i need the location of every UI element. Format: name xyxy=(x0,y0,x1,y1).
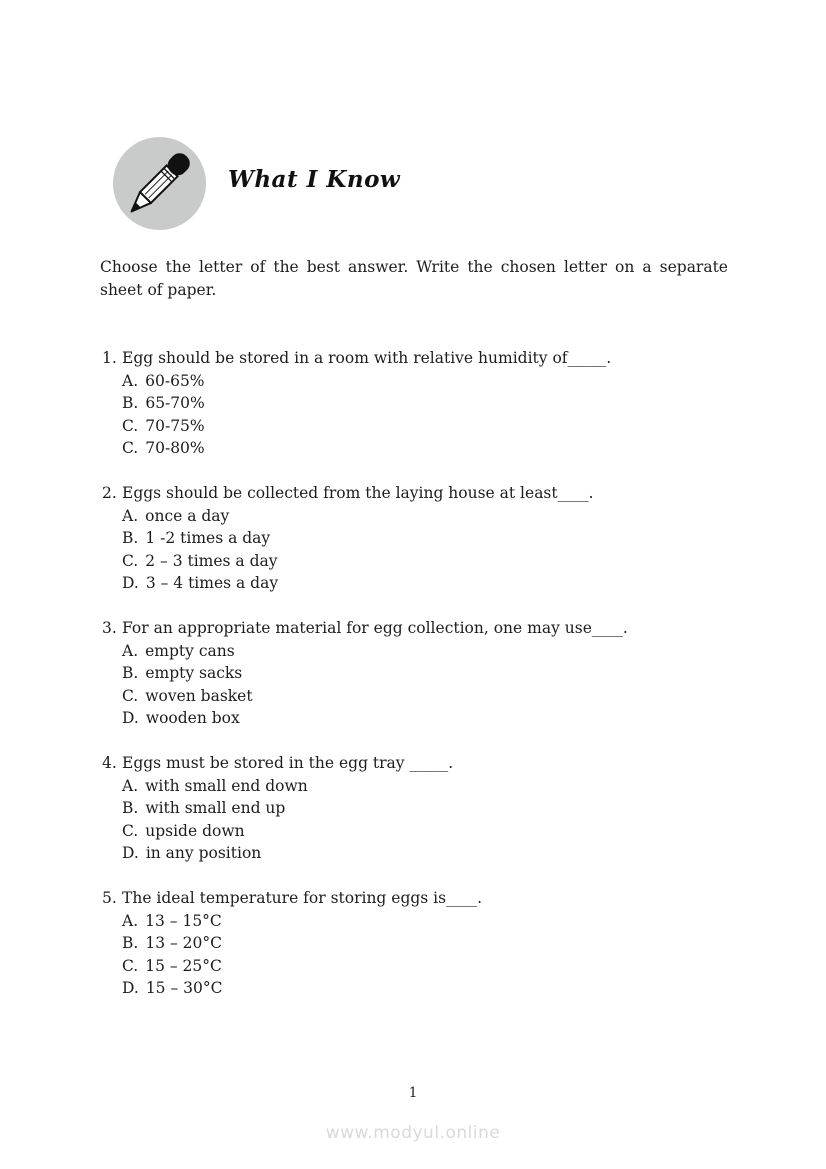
option-text: 15 – 25°C xyxy=(145,956,222,975)
page-number: 1 xyxy=(408,1085,418,1101)
question-option xyxy=(122,707,742,730)
question-text: Eggs must be stored in the egg tray _____. xyxy=(122,754,454,772)
instructions-text: Choose the letter of the best answer. Write the chosen letter on a separate sheet of paper. xyxy=(100,258,728,299)
option-text: empty cans xyxy=(145,641,235,660)
option-letter: C. xyxy=(122,551,139,570)
option-letter: C. xyxy=(122,686,139,705)
option-letter: C. xyxy=(122,956,139,975)
question-option xyxy=(122,550,742,573)
option-letter: B. xyxy=(122,529,139,547)
question-number: 1. xyxy=(102,349,117,367)
option-text: 70-80% xyxy=(145,439,205,457)
question-1 xyxy=(102,347,742,460)
option-text: upside down xyxy=(145,821,245,840)
question-option xyxy=(122,932,742,955)
option-text: 60-65% xyxy=(145,371,205,390)
page-title: What I Know xyxy=(228,166,401,193)
question-number: 2. xyxy=(102,484,117,502)
option-text: woven basket xyxy=(145,686,253,705)
question-option xyxy=(122,392,742,415)
question-option xyxy=(122,955,742,978)
option-text: 13 – 15°C xyxy=(145,911,222,930)
question-option xyxy=(122,775,742,798)
option-letter: D. xyxy=(122,979,139,997)
option-letter: D. xyxy=(122,574,139,592)
question-4 xyxy=(102,752,742,865)
option-text: 2 – 3 times a day xyxy=(145,551,278,570)
question-option xyxy=(122,437,742,460)
option-text: in any position xyxy=(145,844,262,862)
option-text: wooden box xyxy=(145,709,240,727)
question-option xyxy=(122,820,742,843)
option-letter: B. xyxy=(122,934,139,952)
option-text: 70-75% xyxy=(145,416,205,435)
option-letter: A. xyxy=(122,776,139,795)
option-text: 1 -2 times a day xyxy=(145,529,271,547)
option-text: with small end down xyxy=(145,776,308,795)
option-text: 15 – 30°C xyxy=(145,979,223,997)
option-letter: C. xyxy=(122,439,139,457)
watermark-url: www.modyul.online xyxy=(325,1123,501,1143)
pencil-icon xyxy=(112,136,207,231)
option-letter: B. xyxy=(122,664,139,682)
question-number: 4. xyxy=(102,754,117,772)
question-option xyxy=(122,370,742,393)
question-option xyxy=(122,505,742,528)
quiz-section xyxy=(102,347,742,1022)
question-option xyxy=(122,842,742,865)
option-letter: B. xyxy=(122,799,139,817)
question-option xyxy=(122,910,742,933)
question-option xyxy=(122,640,742,663)
option-text: with small end up xyxy=(145,799,286,817)
question-text: Eggs should be collected from the laying house at least____. xyxy=(122,484,594,502)
option-letter: A. xyxy=(122,911,139,930)
option-letter: A. xyxy=(122,506,139,525)
question-option xyxy=(122,662,742,685)
question-text: The ideal temperature for storing eggs is____. xyxy=(122,889,483,907)
option-letter: C. xyxy=(122,416,139,435)
option-text: 3 – 4 times a day xyxy=(145,574,279,592)
option-letter: A. xyxy=(122,371,139,390)
option-text: once a day xyxy=(145,506,230,525)
question-3 xyxy=(102,617,742,730)
option-letter: D. xyxy=(122,844,139,862)
question-text: Egg should be stored in a room with relative humidity of_____. xyxy=(122,349,612,367)
option-letter: C. xyxy=(122,821,139,840)
option-text: 13 – 20°C xyxy=(145,934,222,952)
question-option xyxy=(122,527,742,550)
option-letter: B. xyxy=(122,394,139,412)
question-text: For an appropriate material for egg collection, one may use____. xyxy=(122,619,628,637)
question-option xyxy=(122,685,742,708)
option-text: empty sacks xyxy=(145,664,243,682)
option-letter: D. xyxy=(122,709,139,727)
question-option xyxy=(122,415,742,438)
question-option xyxy=(122,572,742,595)
question-number: 3. xyxy=(102,619,117,637)
question-5 xyxy=(102,887,742,1000)
question-option xyxy=(122,797,742,820)
question-number: 5. xyxy=(102,889,117,907)
question-2 xyxy=(102,482,742,595)
option-letter: A. xyxy=(122,641,139,660)
option-text: 65-70% xyxy=(145,394,205,412)
question-option xyxy=(122,977,742,1000)
